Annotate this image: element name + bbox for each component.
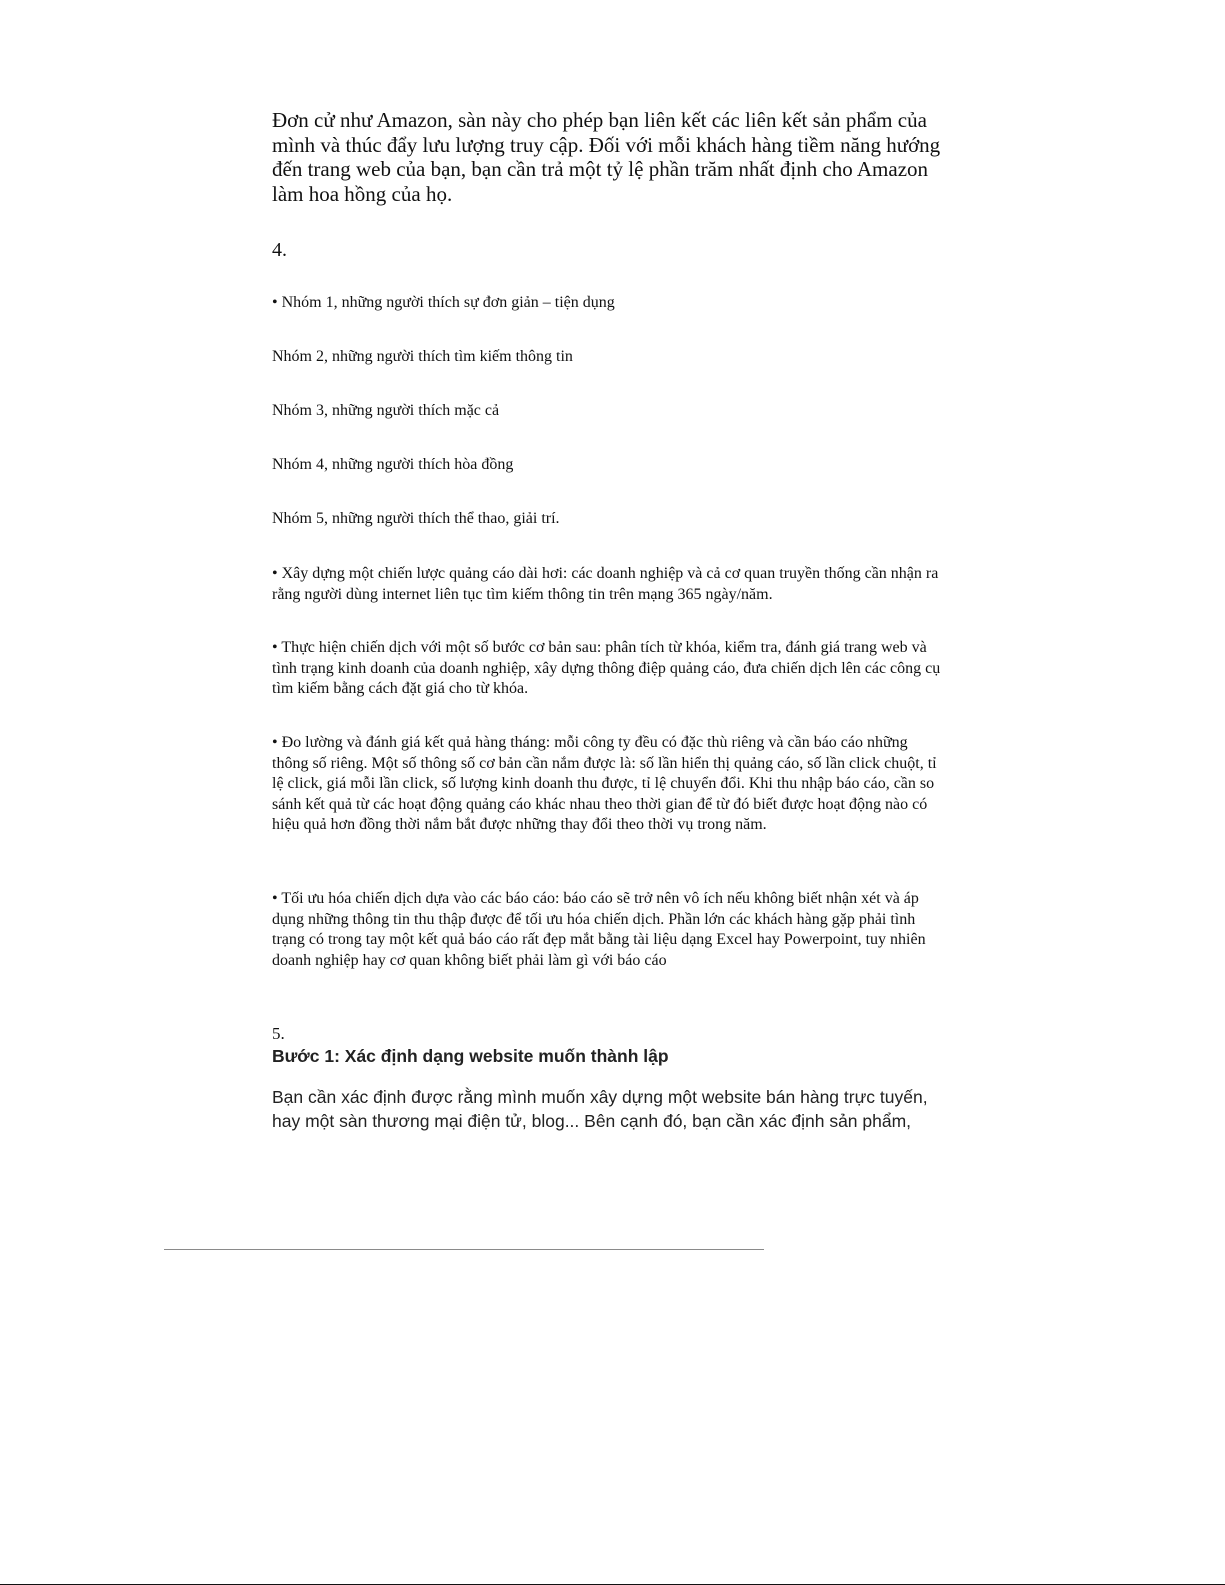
group-item-2: Nhóm 2, những người thích tìm kiếm thông tin — [272, 348, 573, 365]
section-5-number: 5. — [272, 1024, 285, 1043]
group-item-3: Nhóm 3, những người thích mặc cả — [272, 402, 500, 419]
group-item-1: • Nhóm 1, những người thích sự đơn giản – tiện dụng — [272, 294, 615, 311]
group-item-5: Nhóm 5, những người thích thể thao, giải trí. — [272, 510, 560, 527]
step-paragraph: Bạn cần xác định được rằng mình muốn xây dựng một website bán hàng trực tuyến, hay một sàn thương mại điện tử, blog... Bên cạnh đó, bạn cần xác định sản phẩm, — [272, 1087, 928, 1131]
bullet-paragraph-4: • Tối ưu hóa chiến dịch dựa vào các báo cáo: báo cáo sẽ trở nên vô ích nếu không biết nhận xét và áp dụng những thông tin thu thập được để tối ưu hóa chiến dịch. Phần lớn các khách hàng gặp phải tình trạng có trong tay một kết quả báo cáo rất đẹp mắt bằng tài liệu dạng Excel hay Powerpoint, tuy nhiên doanh nghiệp hay cơ quan không biết phải làm gì với báo cáo — [272, 890, 926, 969]
section-4-number: 4. — [272, 239, 287, 261]
group-item-4: Nhóm 4, những người thích hòa đồng — [272, 456, 514, 473]
page-divider — [164, 1249, 764, 1250]
intro-paragraph: Đơn cử như Amazon, sàn này cho phép bạn liên kết các liên kết sản phẩm của mình và thúc đẩy lưu lượng truy cập. Đối với mỗi khách hàng tiềm năng hướng đến trang web của bạn, bạn cần trả một tỷ lệ phần trăm nhất định cho Amazon làm hoa hồng của họ. — [272, 108, 941, 206]
step-heading: Bước 1: Xác định dạng website muốn thành lập — [272, 1046, 669, 1066]
bullet-paragraph-2: • Thực hiện chiến dịch với một số bước cơ bản sau: phân tích từ khóa, kiểm tra, đánh giá trang web và tình trạng kinh doanh của doanh nghiệp, xây dựng thông điệp quảng cáo, đưa chiến dịch lên các công cụ tìm kiếm bằng cách đặt giá cho từ khóa. — [272, 639, 941, 697]
bullet-paragraph-1: • Xây dựng một chiến lược quảng cáo dài hơi: các doanh nghiệp và cả cơ quan truyền thống cần nhận ra rằng người dùng internet liên tục tìm kiếm thông tin trên mạng 365 ngày/năm. — [272, 565, 939, 603]
bullet-paragraph-3: • Đo lường và đánh giá kết quả hàng tháng: mỗi công ty đều có đặc thù riêng và cần báo cáo những thông số riêng. Một số thông số cơ bản cần nắm được là: số lần hiển thị quảng cáo, số lần click chuột, tỉ lệ click, giá mỗi lần click, số lượng kinh doanh thu được, tỉ lệ chuyển đổi. Khi thu nhập báo cáo, cần so sánh kết quả từ các hoạt động quảng cáo khác nhau theo thời gian để từ đó biết được hoạt động nào có hiệu quả hơn đồng thời nắm bắt được những thay đổi theo thời vụ trong năm. — [272, 734, 937, 833]
